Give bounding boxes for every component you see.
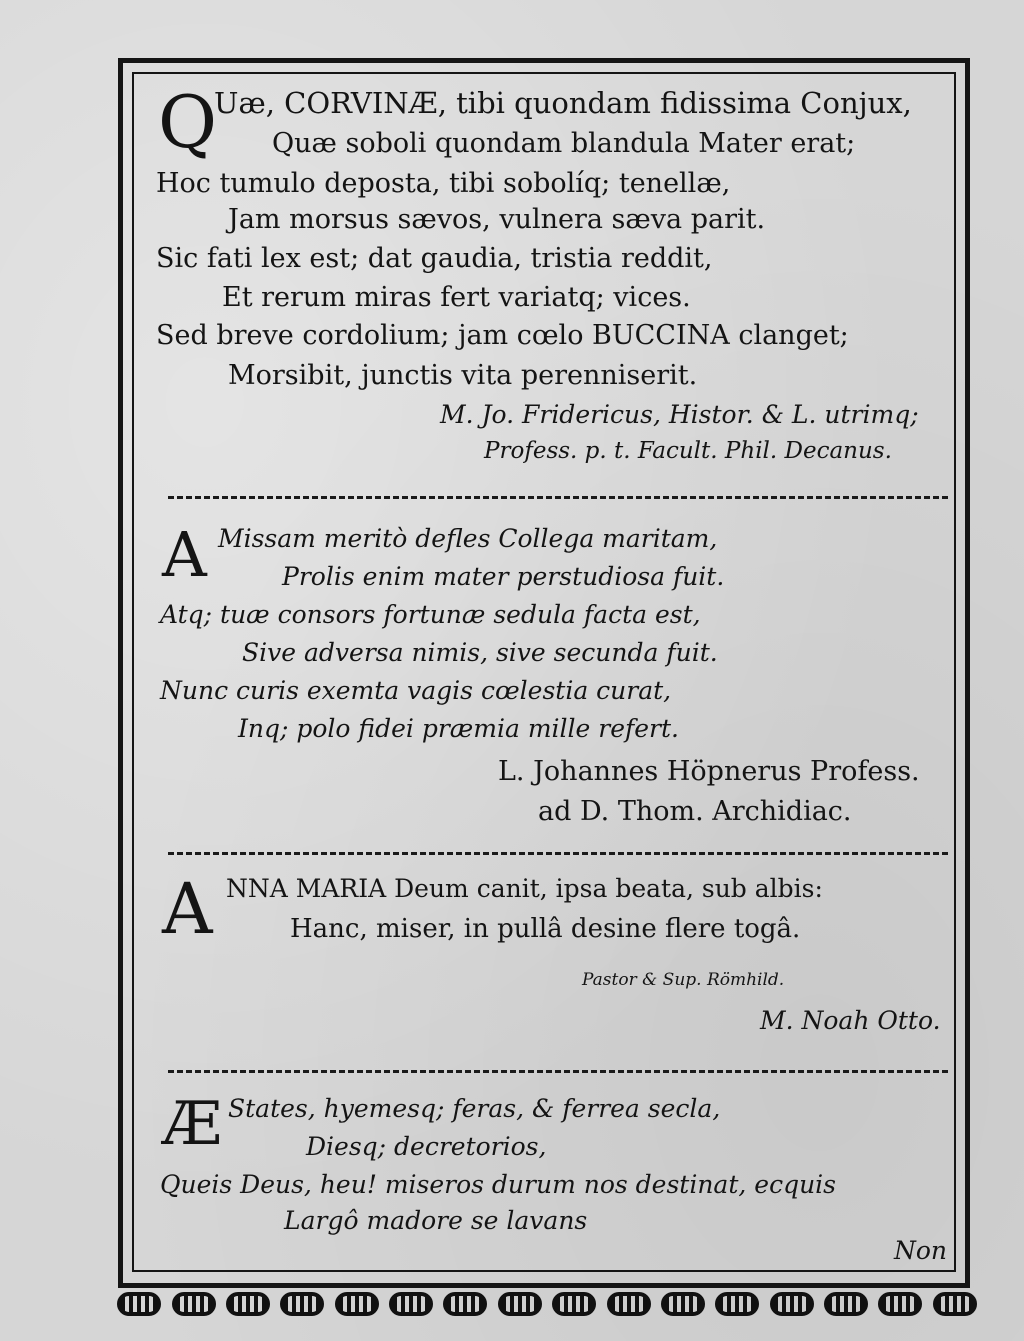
- ornament: [117, 1292, 161, 1316]
- poem4-line-3: Queis Deus, heu! miseros durum nos destinat, ecquis: [160, 1170, 837, 1199]
- ornament: [878, 1292, 922, 1316]
- poem4-line-1: States, hyemesq; feras, & ferrea secla,: [228, 1094, 721, 1123]
- poem3-line-2: Hanc, miser, in pullâ desine flere togâ.: [290, 914, 801, 944]
- poem2-line-6: Inq; polo fidei præmia mille refert.: [238, 714, 679, 743]
- poem1-line-8: Morsibit, junctis vita perenniserit.: [228, 360, 698, 391]
- ornament-border: [112, 1284, 982, 1324]
- dropcap-ae: Æ: [162, 1089, 223, 1159]
- ornament: [933, 1292, 977, 1316]
- poem1-line-5: Sic fati lex est; dat gaudia, tristia reddit,: [156, 243, 713, 274]
- ornament: [280, 1292, 324, 1316]
- ornament: [661, 1292, 705, 1316]
- poem2-line-5: Nunc curis exemta vagis cœlestia curat,: [160, 676, 672, 705]
- poem1-line-1: Uæ, CORVINÆ, tibi quondam fidissima Conjux,: [214, 86, 912, 120]
- dropcap-a-3: A: [162, 868, 213, 950]
- poem3-line-1: NNA MARIA Deum canit, ipsa beata, sub albis:: [226, 874, 823, 903]
- dropcap-a-2: A: [162, 518, 207, 591]
- poem1-line-3: Hoc tumulo deposta, tibi sobolíq; tenellæ,: [156, 168, 731, 199]
- poem1-signature-2: Profess. p. t. Facult. Phil. Decanus.: [484, 438, 892, 464]
- divider-2: [168, 852, 948, 855]
- divider-1: [168, 496, 948, 499]
- poem2-signature-1: L. Johannes Höpnerus Profess.: [498, 756, 920, 787]
- poem2-signature-2: ad D. Thom. Archidiac.: [538, 796, 852, 827]
- ornament: [443, 1292, 487, 1316]
- poem1-line-2: Quæ soboli quondam blandula Mater erat;: [272, 128, 856, 159]
- poem1-signature-1: M. Jo. Fridericus, Histor. & L. utrimq;: [440, 400, 919, 429]
- poem4-line-4: Largô madore se lavans: [284, 1206, 588, 1235]
- ornament: [552, 1292, 596, 1316]
- ornament: [226, 1292, 270, 1316]
- poem1-line-4: Jam morsus sævos, vulnera sæva parit.: [228, 204, 766, 235]
- ornament: [335, 1292, 379, 1316]
- ornament: [715, 1292, 759, 1316]
- catchword: Non: [894, 1236, 948, 1265]
- poem2-line-2: Prolis enim mater perstudiosa fuit.: [282, 562, 725, 591]
- poem4-line-2: Diesq; decretorios,: [306, 1132, 547, 1161]
- divider-3: [168, 1070, 948, 1073]
- dropcap-q: Q: [158, 80, 218, 164]
- ornament: [824, 1292, 868, 1316]
- poem3-signature-2: M. Noah Otto.: [760, 1006, 941, 1035]
- poem2-line-1: Missam meritò defles Collega maritam,: [218, 524, 718, 553]
- poem1-line-7: Sed breve cordolium; jam cœlo BUCCINA clanget;: [156, 320, 849, 351]
- poem2-line-4: Sive adversa nimis, sive secunda fuit.: [242, 638, 718, 667]
- poem1-line-6: Et rerum miras fert variatq; vices.: [222, 282, 691, 313]
- ornament: [389, 1292, 433, 1316]
- poem3-signature-1: Pastor & Sup. Römhild.: [582, 970, 785, 990]
- ornament: [770, 1292, 814, 1316]
- poem2-line-3: Atq; tuæ consors fortunæ sedula facta est,: [160, 600, 701, 629]
- ornament: [172, 1292, 216, 1316]
- ornament: [607, 1292, 651, 1316]
- ornament: [498, 1292, 542, 1316]
